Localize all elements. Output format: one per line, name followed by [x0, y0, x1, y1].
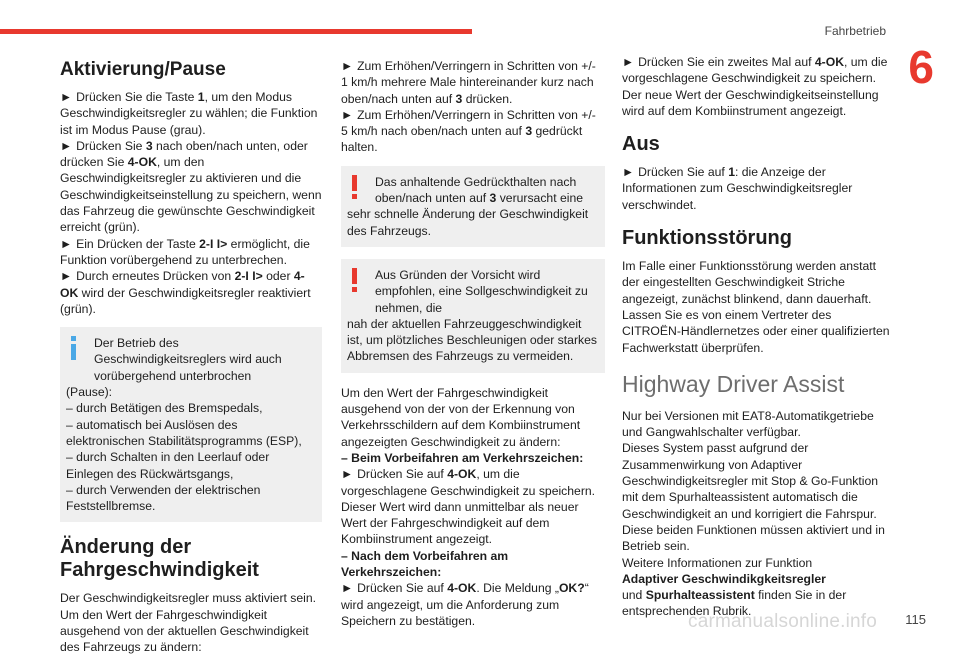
paragraph: ► Drücken Sie die Taste 1, um den Modus Geschwindigkeitsregler zu wählen; die Funktion ist im Modus Pause (grau). ► Drücken Sie 3 nach oben/nach unten, oder drücken Sie 4-OK, um den Geschwindigkeitsregler zu aktivieren und die Geschwindigkeitseinstellung zu speichern, wenn das Fahrzeug die gewünschte Geschwindigkeit erreicht (grün). ► Ein Drücken der Taste 2-I I> ermöglicht, die Funktion vorübergehend zu unterbrechen. ► Durch erneutes Drücken von 2-I I> oder 4-OK wird der Geschwindigkeitsregler reaktiviert (grün). [60, 90, 322, 316]
chapter-color-bar [0, 29, 472, 34]
list-item: – durch Schalten in den Leerlauf oder Einlegen des Rückwärtsgangs, [66, 450, 270, 481]
paragraph: Um den Wert der Fahrgeschwindigkeit ausgehend von der von der Erkennung von Verkehrsschildern auf dem Kombiinstrument angezeigten Geschwindigkeit zu ändern: – Beim Vorbeifahren am Verkehrszeichen: ► Drücken Sie auf 4-OK, um die vorgeschlagene Geschwindigkeit zu speichern. Dieser Wert wird dann unmittelbar als neuer Wert der Fahrgeschwindigkeit auf dem Kombiinstrument angezeigt. – Nach dem Vorbeifahren am Verkehrszeichen: ► Drücken Sie auf 4-OK. Die Meldung „OK?“ wird angezeigt, um die Anforderung zum Speichern zu bestätigen. [341, 385, 596, 628]
section-title-highway-driver-assist: Highway Driver Assist [622, 370, 845, 397]
arrow-right-icon: ► [622, 165, 635, 180]
paragraph: Nur bei Versionen mit EAT8-Automatikgetriebe und Gangwahlschalter verfügbar. Dieses System passt aufgrund der Zusammenwirkung von Adaptiver Geschwindigkeitsregler mit Stop & Go-Funktion mit dem Spurhalteassistent automatisch die Geschwindigkeit an und korrigiert die Fahrspur. Diese beiden Funktionen müssen aktiviert und in Betrieb sein. Weitere Informationen zur Funktion Adaptiver Geschwindikgkeitsregler und Spurhalteassistent finden Sie in der entsprechenden Rubrik. [622, 408, 885, 619]
warning-icon [351, 175, 358, 199]
heading-speed-change: Änderung der Fahrgeschwindigkeit [60, 536, 259, 582]
arrow-right-icon: ► [341, 59, 354, 73]
info-icon [70, 336, 77, 360]
list-item: – durch Verwenden der elektrischen Feststellbremse. [66, 482, 261, 514]
paragraph: ► Drücken Sie ein zweites Mal auf 4-OK, um die vorgeschlagene Geschwindigkeit zu speichern. Der neue Wert der Geschwindigkeitseinstellung wird auf dem Kombiinstrument angezeigt. [622, 55, 888, 118]
column-2 [341, 58, 605, 629]
arrow-right-icon: ► [60, 269, 73, 284]
arrow-right-icon: ► [341, 581, 354, 596]
paragraph: Der Geschwindigkeitsregler muss aktiviert sein. Um den Wert der Fahrgeschwindigkeit ausgehend von der aktuellen Geschwindigkeit des Fahrzeugs zu ändern: [60, 591, 317, 655]
column-3 [622, 54, 890, 620]
heading-off: Aus [622, 133, 660, 156]
paragraph: ► Drücken Sie auf 1: die Anzeige der Informationen zum Geschwindigkeitsregler verschwindet. [622, 165, 853, 212]
arrow-right-icon: ► [341, 467, 354, 482]
column-1 [60, 54, 322, 656]
heading-activation: Aktivierung/Pause [60, 59, 226, 80]
paragraph: ► Zum Erhöhen/Verringern in Schritten von +/- 1 km/h mehrere Male hintereinander kurz nach oben/nach unten auf 3 drücken. ► Zum Erhöhen/Verringern in Schritten von +/- 5 km/h nach oben/nach unten auf 3 gedrückt halten. [341, 59, 596, 155]
info-box: Der Betrieb des Geschwindigkeitsreglers wird auch vorübergehend unterbrochen (Pause): – durch Betätigen des Bremspedals, – automatisch bei Auslösen des elektronischen Stabilitätsprogramms (ESP), – durch Schalten in den Leerlauf oder Einlegen des Rückwärtsgangs, – durch Verwenden der elektrischen Feststellbremse. [60, 327, 322, 522]
heading-malfunction: Funktionsstörung [622, 227, 792, 250]
warning-box: Aus Gründen der Vorsicht wird empfohlen, eine Sollgeschwindigkeit zu nehmen, die nah der aktuellen Fahrzeuggeschwindigkeit ist, um plötzliches Beschleunigen oder starkes Abbremsen des Fahrzeugs zu vermeiden. [341, 259, 605, 373]
arrow-right-icon: ► [341, 107, 354, 122]
arrow-right-icon: ► [60, 90, 73, 104]
chapter-title: Fahrbetrieb [824, 24, 886, 38]
list-item: – automatisch bei Auslösen des elektronischen Stabilitätsprogramms (ESP), [66, 417, 302, 448]
warning-icon [351, 268, 358, 292]
paragraph: Im Falle einer Funktionsstörung werden anstatt der eingestellten Geschwindigkeit Striche angezeigt, zunächst blinkend, dann dauerhaft. Lassen Sie es von einem Vertreter des CITROËN-Händlernetzes oder einer qualifizierten Fachwerkstatt überprüfen. [622, 259, 890, 355]
arrow-right-icon: ► [60, 138, 73, 153]
list-item: – durch Betätigen des Bremspedals, [66, 401, 263, 416]
page-number: 115 [905, 612, 926, 627]
arrow-right-icon: ► [622, 55, 635, 69]
watermark: carmanualsonline.info [688, 611, 878, 632]
arrow-right-icon: ► [60, 236, 73, 251]
chapter-number: 6 [908, 41, 934, 93]
warning-box: Das anhaltende Gedrückthalten nach oben/nach unten auf 3 verursacht eine sehr schnelle Änderung der Geschwindigkeit des Fahrzeugs. [341, 166, 605, 247]
